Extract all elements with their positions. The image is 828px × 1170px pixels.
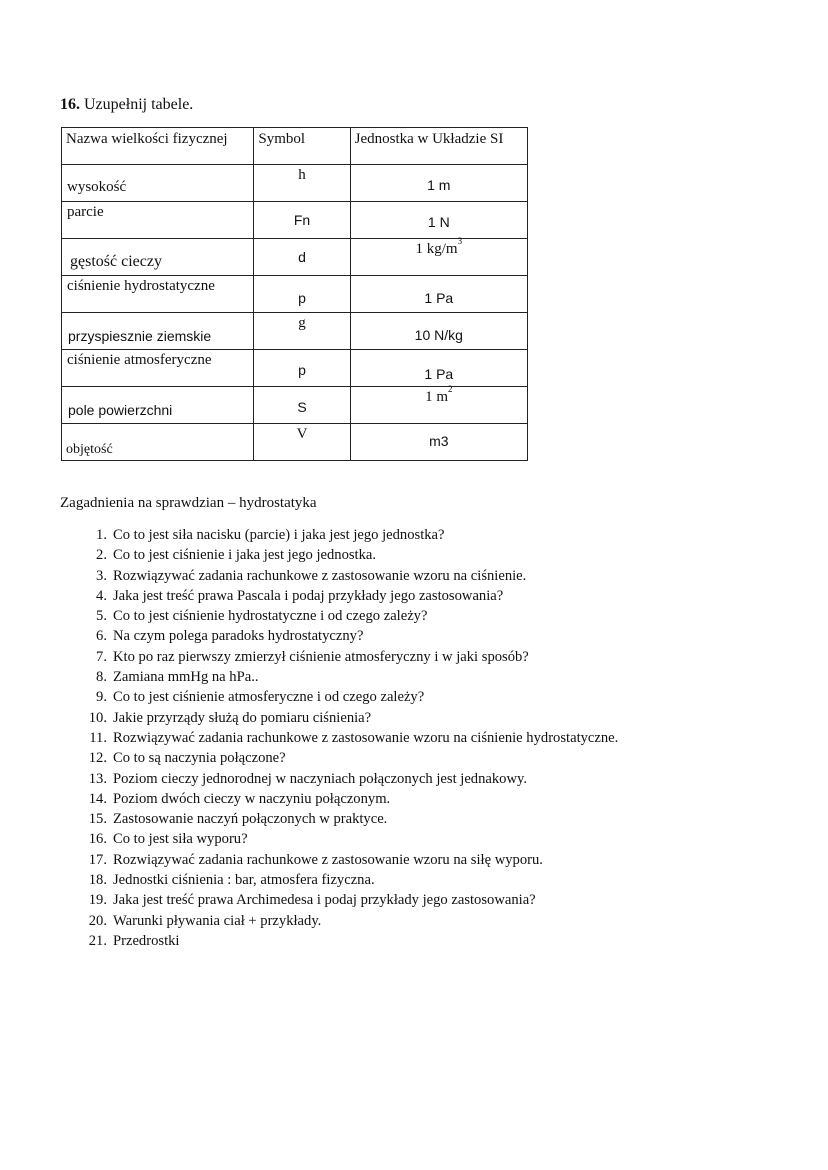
header-unit: Jednostka w Układzie SI: [350, 128, 527, 165]
list-item: [58, 586, 618, 606]
table-row: [62, 202, 528, 239]
table-row: [62, 424, 528, 461]
quantity-symbol: S: [254, 387, 350, 424]
list-item-text: Co to są naczynia połączone?: [113, 750, 286, 767]
quantity-unit: 1 m: [350, 165, 527, 202]
topics-heading: Zagadnienia na sprawdzian – hydrostatyka: [60, 495, 317, 511]
task-instruction: Uzupełnij tabele.: [84, 96, 194, 113]
quantity-name: gęstość cieczy: [62, 239, 254, 276]
quantity-unit: 1 Pa: [350, 350, 527, 387]
list-item-text: Jakie przyrządy służą do pomiaru ciśnienia?: [113, 709, 372, 726]
table-row: [62, 276, 528, 313]
list-item-number: 19.: [88, 892, 107, 909]
quantity-unit: 1 kg/m 3: [350, 239, 527, 276]
header-name: Nazwa wielkości fizycznej: [62, 128, 254, 165]
list-item-number: 14.: [88, 790, 107, 807]
list-item: [58, 687, 618, 707]
topics-list: [58, 525, 618, 951]
list-item: [58, 890, 618, 910]
list-item-number: 18.: [88, 872, 107, 889]
list-item-number: 4.: [96, 587, 107, 604]
list-item-text: Jaka jest treść prawa Archimedesa i podaj przykłady jego zastosowania?: [113, 892, 536, 909]
list-item: [58, 911, 618, 931]
table-header-row: [62, 128, 528, 165]
header-symbol: Symbol: [254, 128, 350, 165]
list-item-text: Rozwiązywać zadania rachunkowe z zastosowanie wzoru na siłę wyporu.: [113, 851, 543, 868]
list-item: [58, 870, 618, 890]
table-row: [62, 239, 528, 276]
list-item-number: 9.: [96, 689, 107, 706]
quantity-symbol: p: [254, 350, 350, 387]
list-item-number: 10.: [88, 709, 107, 726]
list-item: [58, 525, 618, 545]
list-item: [58, 769, 618, 789]
unit-base: 1 kg/m: [415, 241, 458, 257]
quantity-symbol: p: [254, 276, 350, 313]
quantity-symbol: g: [254, 313, 350, 350]
list-item-number: 7.: [96, 648, 107, 665]
quantity-name: pole powierzchni: [62, 387, 254, 424]
list-item-text: Rozwiązywać zadania rachunkowe z zastosowanie wzoru na ciśnienie hydrostatyczne.: [113, 729, 619, 746]
unit-base: 1 m: [425, 389, 449, 405]
list-item-text: Poziom dwóch cieczy w naczyniu połączonym.: [113, 790, 391, 807]
list-item-text: Zastosowanie naczyń połączonych w praktyce.: [113, 811, 388, 828]
quantity-unit: m3: [350, 424, 527, 461]
list-item: [58, 667, 618, 687]
list-item-text: Co to jest ciśnienie atmosferyczne i od czego zależy?: [113, 689, 425, 706]
table-row: [62, 387, 528, 424]
list-item: [58, 829, 618, 849]
list-item-number: 2.: [96, 547, 107, 564]
quantity-unit: 1 m 2: [350, 387, 527, 424]
task-number: 16.: [60, 96, 80, 113]
task-title: [60, 96, 193, 114]
quantity-symbol: d: [254, 239, 350, 276]
list-item-number: 11.: [89, 729, 107, 746]
quantity-name: objętość: [62, 424, 254, 461]
quantity-name: ciśnienie atmosferyczne: [62, 350, 254, 387]
list-item: [58, 728, 618, 748]
list-item-text: Kto po raz pierwszy zmierzył ciśnienie atmosferyczny i w jaki sposób?: [113, 648, 529, 665]
quantity-name: przyspiesznie ziemskie: [62, 313, 254, 350]
list-item: [58, 931, 618, 951]
list-item-text: Rozwiązywać zadania rachunkowe z zastosowanie wzoru na ciśnienie.: [113, 567, 527, 584]
list-item-number: 1.: [96, 527, 107, 543]
list-item-number: 3.: [96, 567, 107, 584]
table-row: [62, 350, 528, 387]
list-item-text: Co to jest siła wyporu?: [113, 831, 248, 848]
list-item-text: Przedrostki: [113, 932, 180, 949]
list-item-text: Jednostki ciśnienia : bar, atmosfera fizyczna.: [113, 872, 375, 889]
quantity-symbol: h: [254, 165, 350, 202]
list-item-number: 15.: [88, 811, 107, 828]
list-item-text: Co to jest ciśnienie hydrostatyczne i od czego zależy?: [113, 608, 428, 625]
list-item: [58, 647, 618, 667]
list-item-number: 21.: [88, 932, 107, 949]
quantity-name: ciśnienie hydrostatyczne: [62, 276, 254, 313]
list-item-number: 6.: [96, 628, 107, 645]
quantity-unit: 10 N/kg: [350, 313, 527, 350]
list-item-text: Na czym polega paradoks hydrostatyczny?: [113, 628, 364, 645]
list-item: [58, 708, 618, 728]
list-item-text: Co to jest siła nacisku (parcie) i jaka jest jego jednostka?: [113, 527, 445, 543]
quantity-symbol: Fn: [254, 202, 350, 239]
quantity-symbol: V: [254, 424, 350, 461]
list-item: [58, 809, 618, 829]
quantity-name: parcie: [62, 202, 254, 239]
list-item: [58, 545, 618, 565]
list-item-text: Warunki pływania ciał + przykłady.: [113, 912, 322, 929]
list-item: [58, 626, 618, 646]
table-row: [62, 165, 528, 202]
list-item-text: Jaka jest treść prawa Pascala i podaj przykłady jego zastosowania?: [113, 587, 504, 604]
list-item: [58, 748, 618, 768]
list-item-number: 8.: [96, 669, 107, 686]
list-item: [58, 789, 618, 809]
list-item-number: 16.: [88, 831, 107, 848]
list-item-number: 5.: [96, 608, 107, 625]
quantity-name: wysokość: [62, 165, 254, 202]
list-item-number: 17.: [88, 851, 107, 868]
quantity-unit: 1 N: [350, 202, 527, 239]
list-item-number: 12.: [88, 750, 107, 767]
list-item-text: Co to jest ciśnienie i jaka jest jego jednostka.: [113, 547, 377, 564]
quantities-table: [61, 127, 528, 461]
list-item: [58, 566, 618, 586]
list-item: [58, 606, 618, 626]
table-row: [62, 313, 528, 350]
list-item-number: 20.: [88, 912, 107, 929]
list-item-text: Poziom cieczy jednorodnej w naczyniach połączonych jest jednakowy.: [113, 770, 528, 787]
list-item-text: Zamiana mmHg na hPa..: [113, 669, 259, 686]
list-item: [58, 850, 618, 870]
quantity-unit: 1 Pa: [350, 276, 527, 313]
list-item-number: 13.: [88, 770, 107, 787]
